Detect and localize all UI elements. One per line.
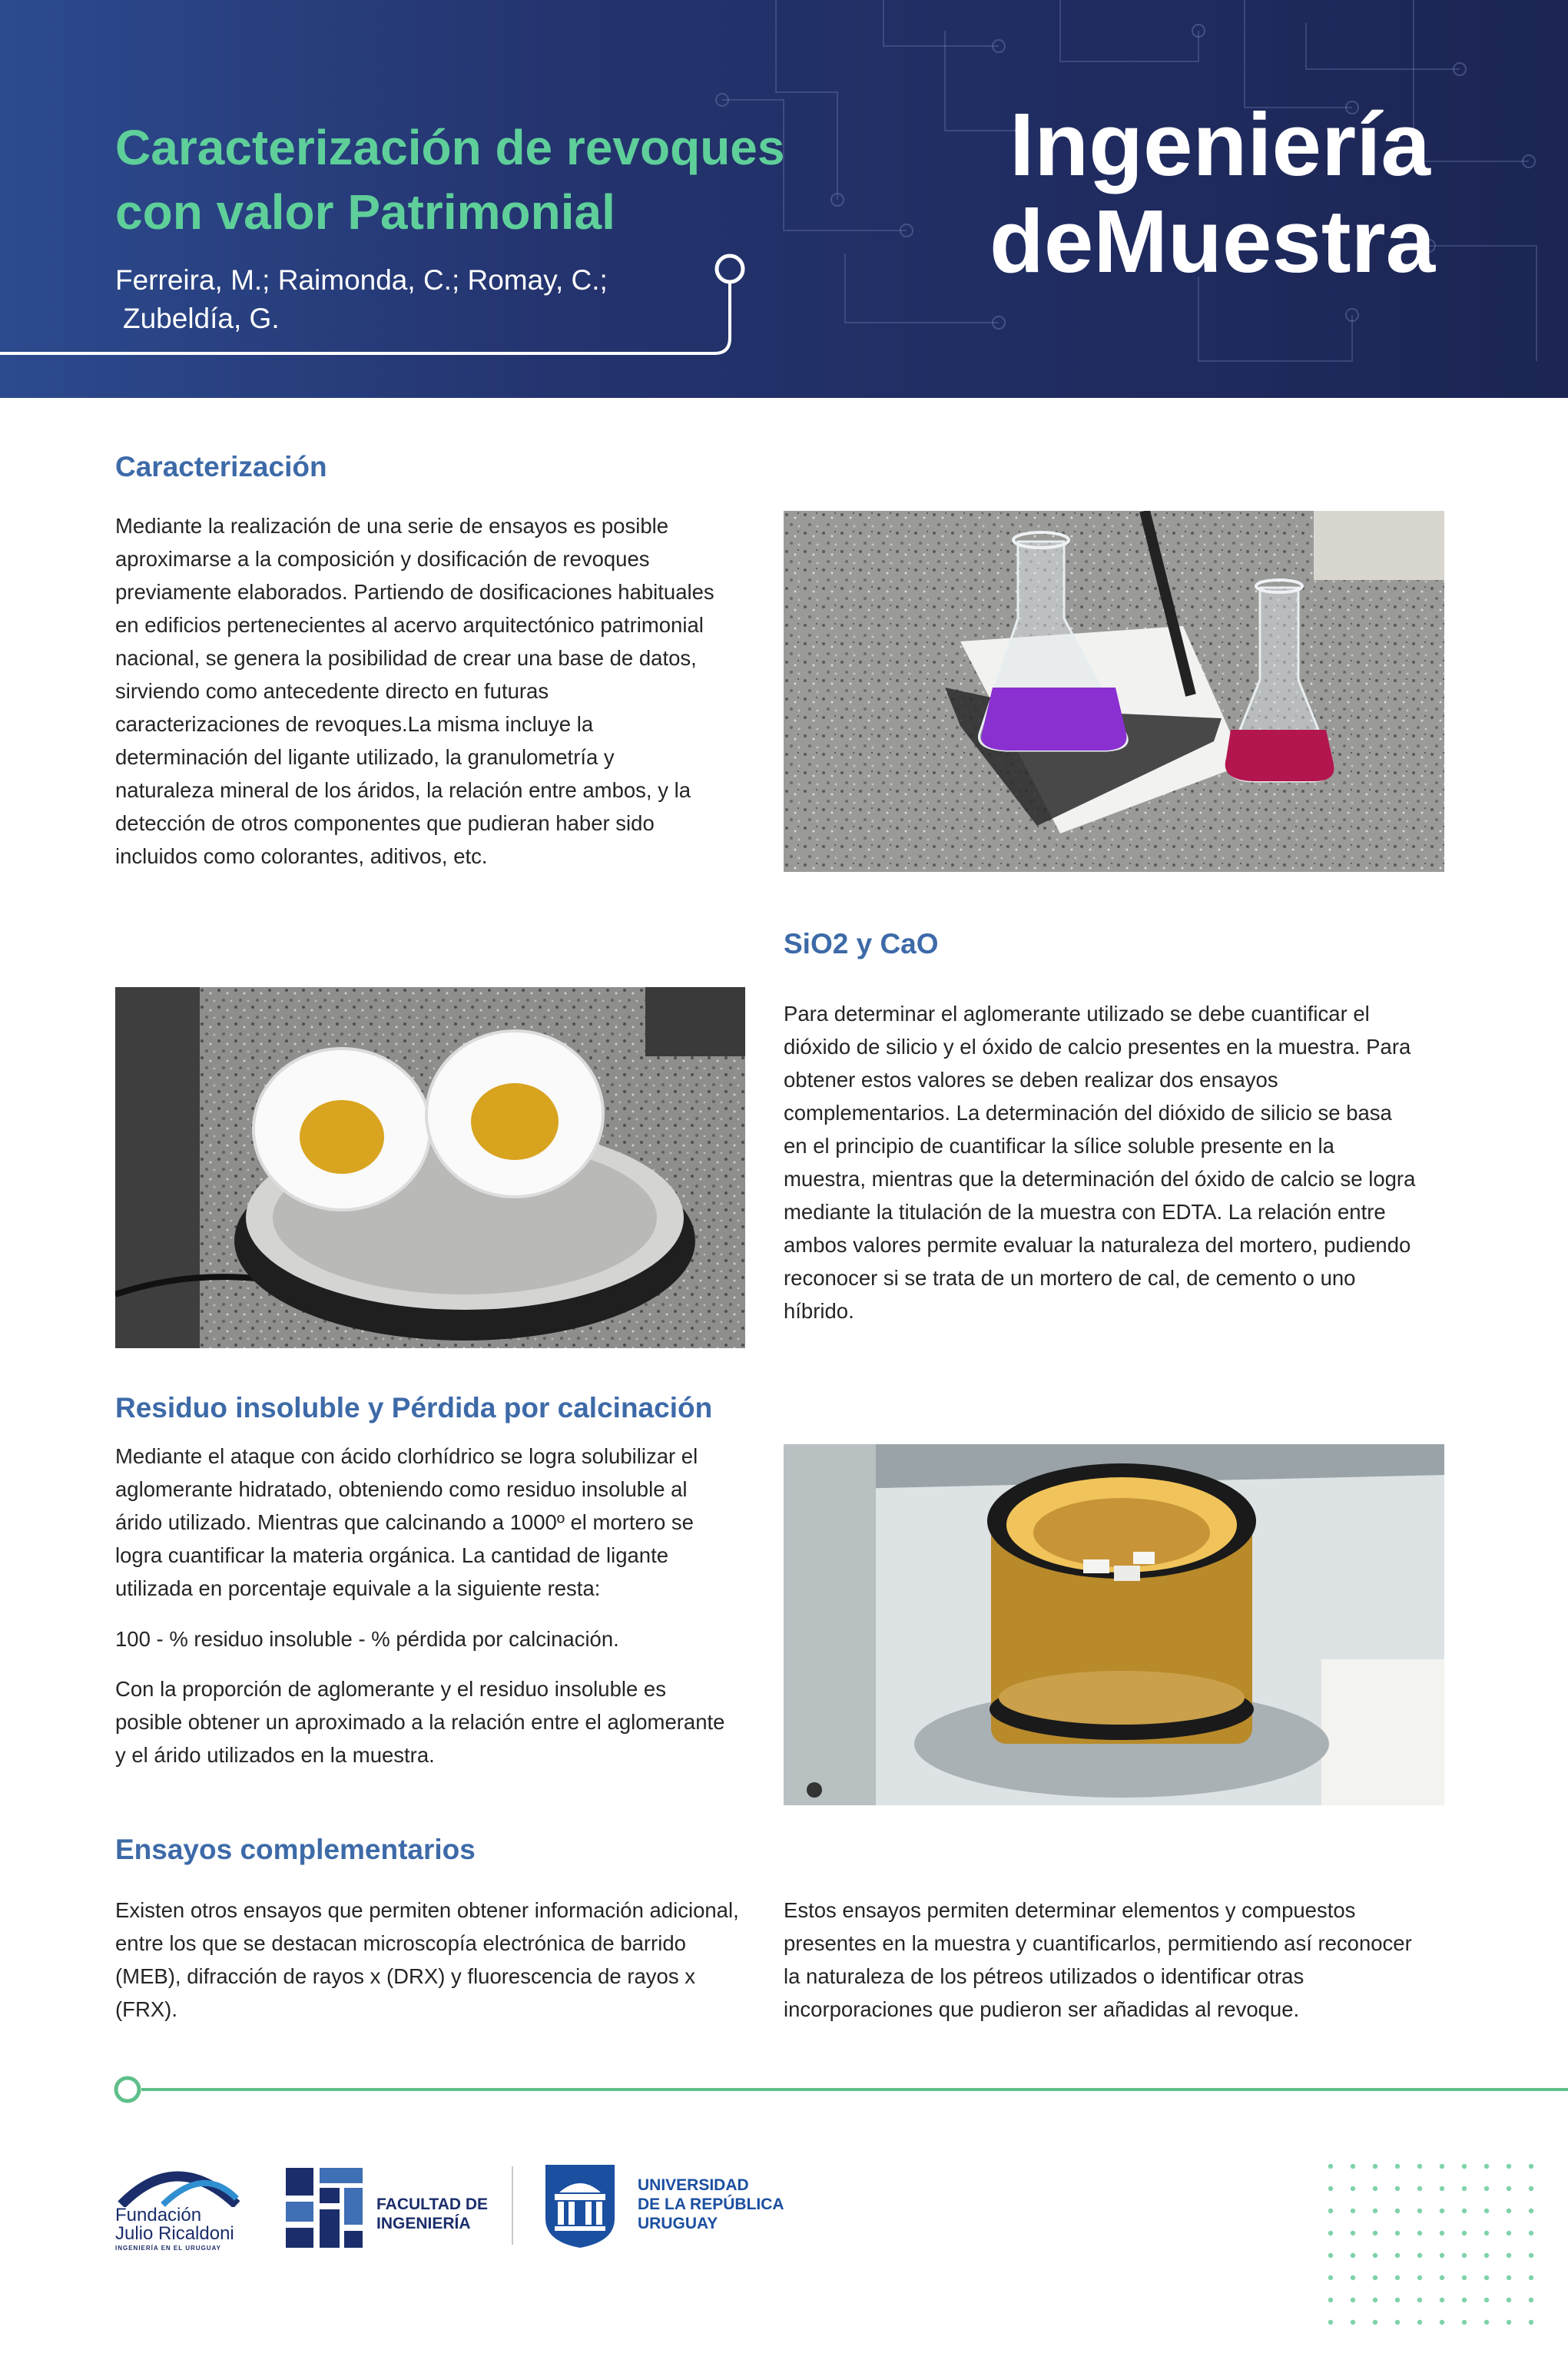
facultad-line-2: INGENIERÍA	[376, 2215, 471, 2232]
authors	[115, 261, 608, 338]
udelar-shield-icon	[545, 2165, 615, 2248]
fundacion-logo-arc	[115, 2165, 242, 2207]
text-residuo-2: Con la proporción de aglomerante y el residuo insoluble es posible obtener un aproximado a la relación entre el aglomerante y el árido utilizados en la muestra.	[115, 1677, 725, 1767]
fundacion-tagline: INGENIERÍA EN EL URUGUAY	[115, 2245, 221, 2252]
udelar-name	[638, 2176, 784, 2233]
heading-residuo: Residuo insoluble y Pérdida por calcinación	[115, 1392, 713, 1423]
udelar-line-3: URUGUAY	[638, 2215, 718, 2232]
authors-line-2: Zubeldía, G.	[123, 303, 280, 334]
poster-title	[115, 115, 784, 244]
title-line-2: con valor Patrimonial	[115, 184, 615, 240]
brand-line-1: Ingeniería	[1009, 94, 1430, 194]
text-sio2-cao: Para determinar el aglomerante utilizado se debe cuantificar el dióxido de silicio y el óxido de calcio presentes en la muestra. Para obtener estos valores se deben realizar dos ensayos complementarios. La determinación del dióxido de silicio se basa en el principio de cuantificar la sílice soluble presente en la muestra, mientras que la determinación del óxido de calcio se logra mediante la titulación de la muestra con EDTA. La relación entre ambos valores permite evaluar la naturaleza del mortero, pudiendo reconocer si se trata de un mortero de cal, de cemento o uno híbrido.	[784, 1002, 1416, 1323]
title-line-1: Caracterización de revoques	[115, 120, 785, 175]
footer-divider	[0, 2074, 1568, 2105]
brand-line-2: deMuestra	[990, 191, 1436, 291]
text-caracterizacion: Mediante la realización de una serie de ensayos es posible aproximarse a la composición y dosificación de revoques previamente elaborados. Partiendo de dosificaciones habituales en edificios pertenecientes al acervo arquitectónico patrimonial nacional, se genera la posibilidad de crear una base de datos, sirviendo como antecedente directo en futuras caracterizaciones de revoques.La misma incluye la determinación del ligante utilizado, la granulometría y naturaleza mineral de los áridos, la relación entre ambos, y la detección de otros componentes que pudieran haber sido incluidos como colorantes, aditivos, etc.	[115, 514, 714, 868]
fundacion-line-1: Fundación	[115, 2205, 202, 2225]
heading-caracterizacion: Caracterización	[115, 451, 327, 482]
facultad-name	[376, 2195, 488, 2233]
photo-flasks	[784, 511, 1444, 872]
photo-crucibles	[115, 987, 745, 1348]
heading-ensayos: Ensayos complementarios	[115, 1834, 476, 1865]
facultad-ingenieria-icon	[286, 2168, 363, 2248]
fundacion-name	[115, 2206, 234, 2243]
logo-separator	[512, 2166, 513, 2245]
authors-line-1: Ferreira, M.; Raimonda, C.; Romay, C.;	[115, 264, 608, 296]
text-ensayos-right: Estos ensayos permiten determinar elementos y compuestos presentes en la muestra y cuantificarlos, permitiendo así reconocer la naturaleza de los pétreos utilizados o identificar otras incorporaciones que pudieron ser añadidas al revoque.	[784, 1898, 1412, 2021]
udelar-line-2: DE LA REPÚBLICA	[638, 2196, 784, 2213]
udelar-line-1: UNIVERSIDAD	[638, 2176, 749, 2194]
brand-logo-text	[990, 96, 1435, 290]
facultad-line-1: FACULTAD DE	[376, 2196, 489, 2213]
heading-sio2-cao: SiO2 y CaO	[784, 928, 939, 959]
header-banner	[0, 0, 1568, 398]
fundacion-line-2: Julio Ricaldoni	[115, 2223, 234, 2244]
text-residuo-formula: 100 - % residuo insoluble - % pérdida por calcinación.	[115, 1627, 619, 1651]
text-residuo-1: Mediante el ataque con ácido clorhídrico se logra solubilizar el aglomerante hidratado, obteniendo como residuo insoluble al árido utilizado. Mientras que calcinando a 1000º el mortero se logra cuantificar la materia orgánica. La cantidad de ligante utilizada en porcentaje equivale a la siguiente resta:	[115, 1444, 698, 1600]
text-ensayos-left: Existen otros ensayos que permiten obtener información adicional, entre los que se destacan microscopía electrónica de barrido (MEB), difracción de rayos x (DRX) y fluorescencia de rayos x (FRX).	[115, 1898, 739, 2021]
photo-furnace	[784, 1444, 1444, 1805]
dot-grid-decoration	[1321, 2159, 1552, 2343]
